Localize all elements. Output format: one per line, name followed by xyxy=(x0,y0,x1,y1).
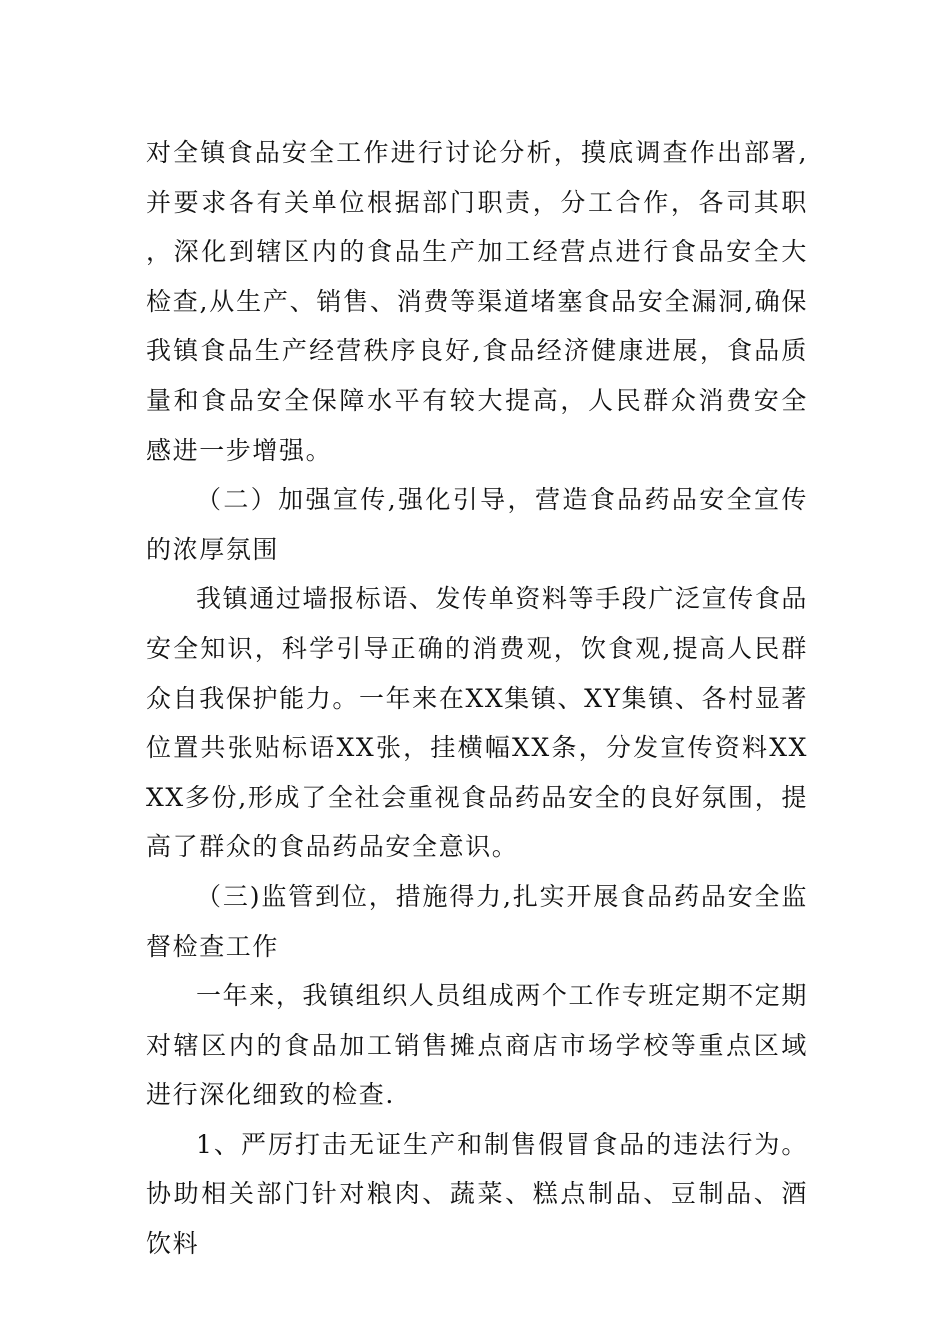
section-heading-publicity: （二）加强宣传,强化引导，营造食品药品安全宣传的浓厚氛围 xyxy=(146,485,808,564)
section-heading-supervision: （三)监管到位，措施得力,扎实开展食品药品安全监督检查工作 xyxy=(146,881,808,961)
paragraph-supervision: 一年来，我镇组织人员组成两个工作专班定期不定期对辖区内的食品加工销售摊点商店市场学校等重点区域进行深化细致的检查. xyxy=(146,981,808,1110)
paragraph-publicity: 我镇通过墙报标语、发传单资料等手段广泛宣传食品安全知识，科学引导正确的消费观，饮食观,提高人民群众自我保护能力。一年来在XX集镇、XY集镇、各村显著位置共张贴标语XX张，挂横幅XX条，分发宣传资料XXXX多份,形成了全社会重视食品药品安全的良好氛围，提高了群众的食品药品安全意识。 xyxy=(146,584,808,862)
paragraph-food-safety-inspection: 对全镇食品安全工作进行讨论分析，摸底调查作出部署,并要求各有关单位根据部门职责，分工合作，各司其职，深化到辖区内的食品生产加工经营点进行食品安全大检查,从生产、销售、消费等渠道堵塞食品安全漏洞,确保我镇食品生产经营秩序良好,食品经济健康进展，食品质量和食品安全保障水平有较大提高，人民群众消费安全感进一步增强。 xyxy=(146,138,808,465)
paragraph-crackdown: 1、严厉打击无证生产和制售假冒食品的违法行为。协助相关部门针对粮肉、蔬菜、糕点制品、豆制品、酒饮料 xyxy=(146,1129,808,1259)
document-body xyxy=(146,128,808,1269)
